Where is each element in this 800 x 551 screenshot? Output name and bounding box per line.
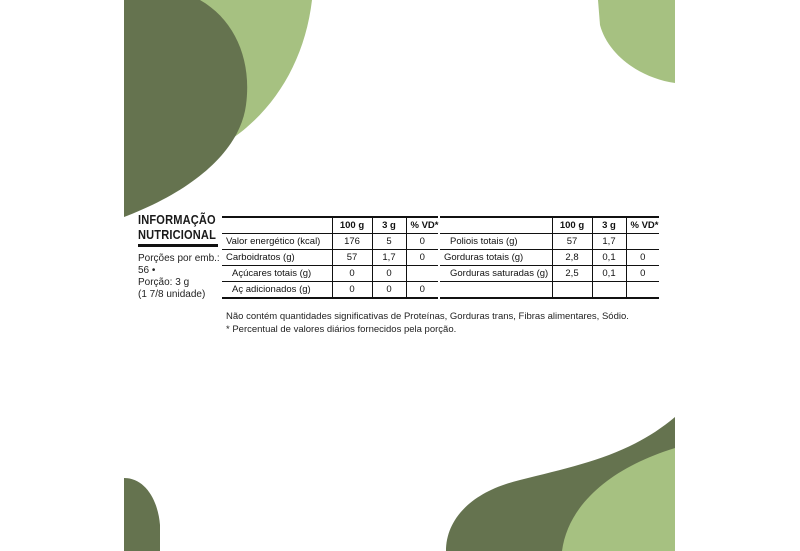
value-portion xyxy=(592,282,626,299)
value-portion: 0,1 xyxy=(592,266,626,282)
table-row xyxy=(222,250,438,266)
value-100g: 176 xyxy=(332,234,372,250)
nutrient-name: Gorduras totais (g) xyxy=(440,250,552,266)
footnote-not-significant: Não contém quantidades significativas de Proteínas, Gorduras trans, Fibras alimentares, Sódio. xyxy=(226,311,629,322)
value-portion: 1,7 xyxy=(372,250,406,266)
nutrient-name: Gorduras saturadas (g) xyxy=(440,266,552,282)
table-row xyxy=(440,282,659,299)
value-100g: 0 xyxy=(332,266,372,282)
title-line-2: NUTRICIONAL xyxy=(138,227,216,242)
top-right-light-blob xyxy=(598,0,675,83)
servings-value: 56 • xyxy=(138,265,156,276)
value-vd: 0 xyxy=(626,250,659,266)
title-line-1: INFORMAÇÃO xyxy=(138,212,216,227)
value-vd: 0 xyxy=(406,250,438,266)
serving-info xyxy=(138,253,228,301)
footnotes xyxy=(226,310,629,336)
value-vd xyxy=(626,234,659,250)
nutrient-name: Valor energético (kcal) xyxy=(222,234,332,250)
table-row xyxy=(440,234,659,250)
value-100g: 0 xyxy=(332,282,372,299)
header-empty xyxy=(440,217,552,234)
portion-label: Porção: 3 g xyxy=(138,277,190,288)
table-row xyxy=(440,250,659,266)
value-100g xyxy=(552,282,592,299)
title-underline xyxy=(138,244,218,247)
value-portion: 0,1 xyxy=(592,250,626,266)
portion-unit: (1 7/8 unidade) xyxy=(138,289,206,300)
value-100g: 2,8 xyxy=(552,250,592,266)
top-left-dark-blob xyxy=(124,0,247,217)
nutrient-name: Carboidratos (g) xyxy=(222,250,332,266)
servings-label: Porções por emb.: xyxy=(138,253,220,264)
value-portion: 0 xyxy=(372,266,406,282)
nutrition-table-right xyxy=(440,216,659,299)
nutrition-title xyxy=(138,212,216,242)
value-portion: 1,7 xyxy=(592,234,626,250)
value-vd xyxy=(626,282,659,299)
table-header-row xyxy=(222,217,438,234)
table-row xyxy=(440,266,659,282)
header-100g: 100 g xyxy=(552,217,592,234)
table-header-row xyxy=(440,217,659,234)
value-vd: 0 xyxy=(406,282,438,299)
value-100g: 57 xyxy=(332,250,372,266)
value-vd xyxy=(406,266,438,282)
header-100g: 100 g xyxy=(332,217,372,234)
footnote-vd: * Percentual de valores diários fornecidos pela porção. xyxy=(226,324,457,335)
value-100g: 57 xyxy=(552,234,592,250)
bottom-left-dark-blob xyxy=(124,478,160,551)
nutrient-name xyxy=(440,282,552,299)
nutrient-name: Aç adicionados (g) xyxy=(222,282,332,299)
value-vd: 0 xyxy=(406,234,438,250)
value-portion: 5 xyxy=(372,234,406,250)
nutrient-name: Poliois totais (g) xyxy=(440,234,552,250)
nutrition-table-left xyxy=(222,216,438,299)
header-portion: 3 g xyxy=(592,217,626,234)
header-empty xyxy=(222,217,332,234)
value-portion: 0 xyxy=(372,282,406,299)
header-portion: 3 g xyxy=(372,217,406,234)
header-vd: % VD* xyxy=(626,217,659,234)
table-row xyxy=(222,266,438,282)
nutrient-name: Açúcares totais (g) xyxy=(222,266,332,282)
value-vd: 0 xyxy=(626,266,659,282)
value-100g: 2,5 xyxy=(552,266,592,282)
header-vd: % VD* xyxy=(406,217,438,234)
table-row xyxy=(222,234,438,250)
table-row xyxy=(222,282,438,299)
